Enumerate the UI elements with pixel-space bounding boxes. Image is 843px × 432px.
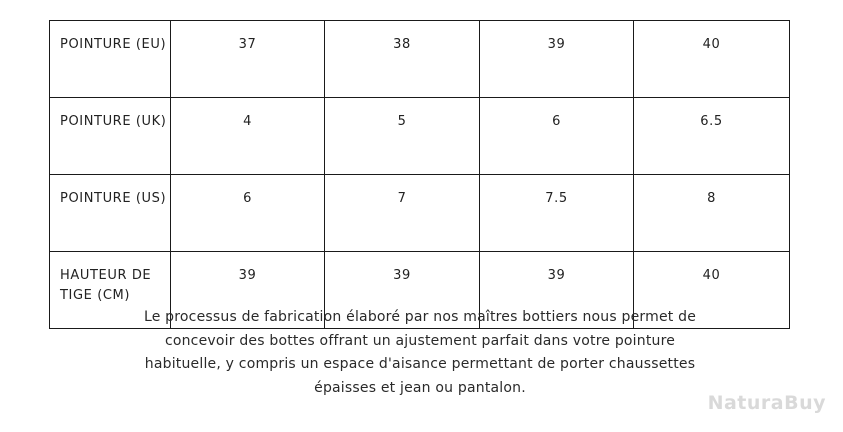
table-cell: 4 bbox=[171, 98, 325, 175]
table-cell: 38 bbox=[325, 21, 480, 98]
table-cell: 5 bbox=[325, 98, 480, 175]
table-cell: 39 bbox=[480, 21, 634, 98]
table-cell: 6 bbox=[480, 98, 634, 175]
table-row bbox=[50, 175, 790, 252]
row-label-uk: POINTURE (UK) bbox=[50, 98, 171, 175]
table-cell: 39 bbox=[171, 252, 325, 329]
table-cell: 39 bbox=[325, 252, 480, 329]
table-cell: 7 bbox=[325, 175, 480, 252]
row-label-eu: POINTURE (EU) bbox=[50, 21, 171, 98]
naturabuy-watermark-logo: NaturaBuy bbox=[707, 392, 826, 414]
table-row bbox=[50, 21, 790, 98]
size-table bbox=[49, 20, 790, 329]
row-label-shaft-height: HAUTEUR DE TIGE (CM) bbox=[50, 252, 171, 329]
table-cell: 40 bbox=[634, 21, 790, 98]
row-label-us: POINTURE (US) bbox=[50, 175, 171, 252]
table-cell: 40 bbox=[634, 252, 790, 329]
table-cell: 8 bbox=[634, 175, 790, 252]
table-cell: 6.5 bbox=[634, 98, 790, 175]
product-description: Le processus de fabrication élaboré par nos maîtres bottiers nous permet de concevoir des bottes offrant un ajustement parfait dans votre pointure habituelle, y compris un espace d'aisance permettant de porter chaussettes épaisses et jean ou pantalon. bbox=[143, 309, 697, 396]
table-cell: 6 bbox=[171, 175, 325, 252]
table-row bbox=[50, 98, 790, 175]
table-cell: 7.5 bbox=[480, 175, 634, 252]
table-cell: 39 bbox=[480, 252, 634, 329]
table-cell: 37 bbox=[171, 21, 325, 98]
